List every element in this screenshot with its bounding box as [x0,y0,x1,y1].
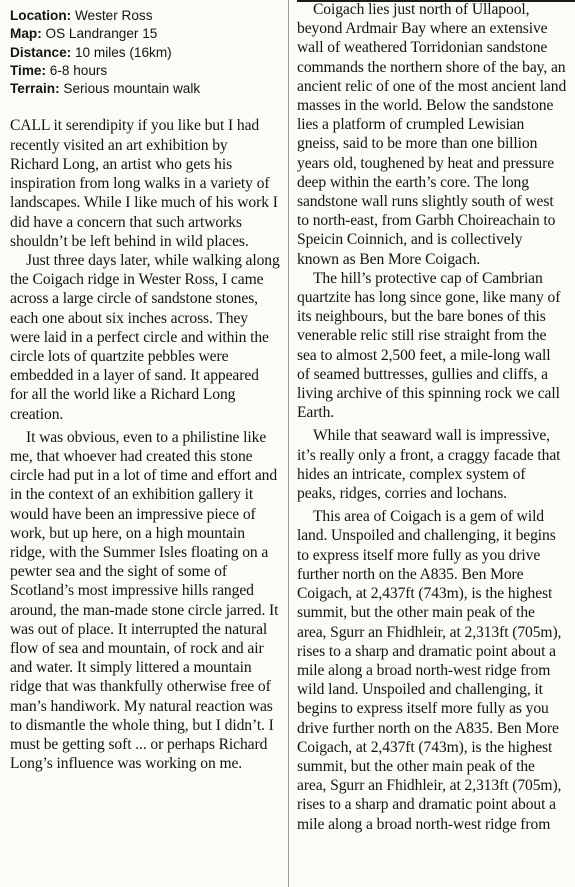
right-column [297,0,567,834]
paragraph: Just three days later, while walking along the Coigach ridge in Wester Ross, I came across a large circle of sandstone stones, each one about six inches across. They were laid in a perfect circle and within the circle lots of quartzite pebbles were embedded in a layer of sand. It appeared for all the world like a Richard Long creation. [10,251,280,423]
fact-terrain [10,80,280,98]
fact-map [10,25,280,43]
fact-label: Location: [10,8,72,23]
paragraph: The hill’s protective cap of Cambrian quartzite has long since gone, like many of its neighbours, but the bare bones of this venerable relic still rise straight from the sea to almost 2,500 feet, a mile-long wall of seamed buttresses, gullies and cliffs, a living archive of this spinning rock we call Earth. [297,269,561,422]
right-body-text [297,0,567,834]
paragraph: This area of Coigach is a gem of wild land. Unspoiled and challenging, it begins to express itself more fully as you drive further north on the A835. Ben More Coigach, at 2,437ft (743m), is the highest summit, but the other main peak of the area, Sgurr an Fhidhleir, at 2,313ft (705m), rises to a sharp and dramatic point about a mile along a broad north-west ridge from wild land. Unspoiled and challenging, it begins to express itself more fully as you drive further north on the A835. Ben More Coigach, at 2,437ft (743m), is the highest summit, but the other main peak of the area, Sgurr an Fhidhleir, at 2,313ft (705m), rises to a sharp and dramatic point about a mile along a broad north-west ridge from [297,508,562,833]
paragraph: Coigach lies just north of Ullapool, beyond Ardmair Bay where an extensive wall of weathered Torridonian sandstone commands the northern shore of the bay, an ancient relic of one of the most ancient land masses in the world. Below the sandstone lies a platform of crumpled Lewisian gneiss, said to be more than one billion years old, toughened by heat and pressure deep within the earth’s core. The long sandstone wall runs slightly south of west to north-east, from Garbh Choireachain to Speicin Coinnich, and is collectively known as Ben More Coigach. [297,1,567,268]
walk-facts-box [10,7,280,98]
fact-value: Serious mountain walk [63,81,201,97]
fact-value: OS Landranger 15 [45,26,158,42]
fact-time [10,62,280,80]
left-column [10,7,280,773]
column-divider [288,0,289,887]
fact-location [10,7,280,25]
fact-label: Time: [10,62,47,78]
fact-value: 6-8 hours [49,62,108,78]
fact-label: Distance: [10,44,72,60]
fact-value: 10 miles (16km) [74,44,172,60]
left-body-text [10,116,280,773]
fact-label: Map: [10,26,42,42]
fact-label: Terrain: [10,81,60,97]
fact-value: Wester Ross [74,8,153,23]
paragraph: It was obvious, even to a philistine like me, that whoever had created this stone circle had put in a lot of time and effort and in the context of an exhibition gallery it would have been an impressive piece of work, but up here, on a high mountain ridge, with the Summer Isles floating on a pewter sea and the sight of some of Scotland’s most impressive hills ranged around, the man-made stone circle jarred. It was out of place. It interrupted the natural flow of sea and mountain, of rock and air and water. It simply littered a mountain ridge that was thankfully otherwise free of man’s handiwork. My natural reaction was to dismantle the whole thing, but I didn’t. I must be getting soft ... or perhaps Richard Long’s influence was working on me. [10,428,279,773]
fact-distance [10,44,280,62]
paragraph: CALL it serendipity if you like but I had recently visited an art exhibition by Richard Long, an artist who gets his inspiration from long walks in a variety of landscapes. While I like much of his work I did have a concern that such artworks shouldn’t be left behind in wild places. [10,117,278,250]
paragraph: While that seaward wall is impressive, it’s really only a front, a craggy facade that hides an intricate, complex system of peaks, ridges, corries and lochans. [297,427,561,503]
